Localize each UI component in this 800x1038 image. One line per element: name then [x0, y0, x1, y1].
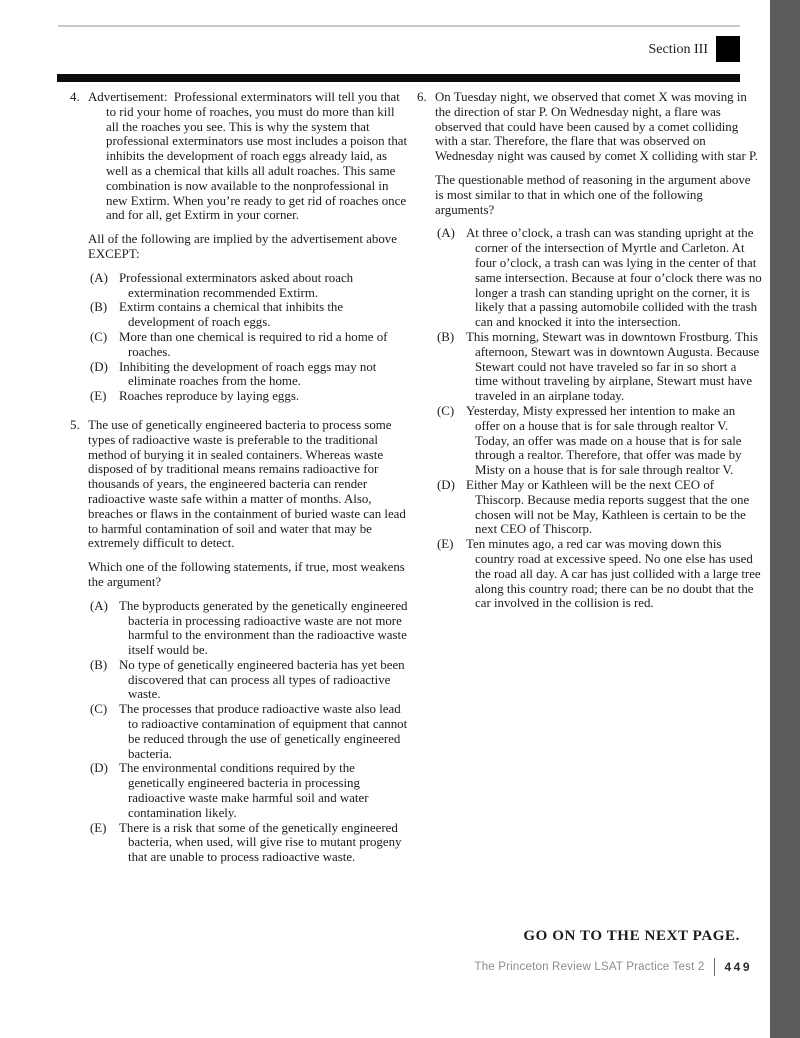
question-5	[70, 418, 408, 865]
choice-label: (C)	[90, 329, 108, 344]
choice-text: Extirm contains a chemical that inhibits the development of roach eggs.	[119, 300, 344, 330]
choice-label: (E)	[437, 537, 454, 552]
answer-choice	[435, 537, 762, 611]
question-stem: Advertisement: Professional exterminators will tell you that to rid your home of roaches, you must do more than kill all the roaches you see. This is why the system that professional exterminators use most includes a poison that inhibits the development of roach eggs already laid, as well as a chemical that kills all adult roaches. This same combination is now available to the nonprofessional in new Extirm. When you’re ready to get rid of roaches once and for all, get Extirm in your corner.	[88, 90, 408, 223]
choice-label: (B)	[90, 300, 108, 315]
choice-label: (C)	[437, 403, 455, 418]
question-number: 5.	[70, 417, 80, 432]
choice-text: No type of genetically engineered bacteria has yet been discovered that can process all types of radioactive waste.	[119, 657, 405, 702]
question-stem: On Tuesday night, we observed that comet X was moving in the direction of star P. On Wednesday night, a flare was observed that could have been caused by a comet colliding with a star. Therefore, the flare that was observed on Wednesday night was caused by comet X colliding with star P.	[435, 90, 758, 164]
choice-text: There is a risk that some of the genetically engineered bacteria, when used, will give rise to mutant progeny that are unable to process radioactive waste.	[119, 820, 402, 865]
choice-label: (A)	[90, 270, 108, 285]
answer-choice	[88, 330, 408, 360]
section-marker-square	[716, 36, 740, 62]
choice-label: (E)	[90, 820, 107, 835]
choice-label: (E)	[90, 389, 107, 404]
answer-choice	[88, 599, 408, 658]
choice-text: More than one chemical is required to rid a home of roaches.	[119, 329, 388, 359]
answer-choice	[88, 389, 408, 404]
answer-choice	[435, 478, 762, 537]
question-prompt: The questionable method of reasoning in the argument above is most similar to that in which one of the following arguments?	[435, 172, 751, 217]
question-prompt: Which one of the following statements, if true, most weakens the argument?	[88, 560, 405, 589]
question-body	[88, 418, 408, 865]
question-prompt: All of the following are implied by the advertisement above EXCEPT:	[88, 232, 397, 261]
choice-text: The environmental conditions required by the genetically engineered bacteria in processing radioactive waste make harmful soil and water contamination likely.	[119, 761, 369, 820]
choice-label: (D)	[90, 359, 108, 374]
page-number: 449	[724, 960, 752, 974]
choice-label: (A)	[90, 598, 108, 613]
question-body	[435, 90, 762, 611]
choice-label: (C)	[90, 702, 108, 717]
answer-choice	[88, 658, 408, 702]
choice-label: (D)	[437, 477, 455, 492]
answer-choice	[88, 271, 408, 301]
column-right	[417, 90, 762, 625]
page-edge-bar	[770, 0, 800, 1038]
choice-text: Ten minutes ago, a red car was moving down this country road at excessive speed. No one else has used the road all day. A car has just collided with a large tree along this country road; there can be no doubt that the car involved in the collision is red.	[466, 537, 761, 611]
footer-brand-text: The Princeton Review LSAT Practice Test 2	[474, 961, 705, 973]
section-label: Section III	[648, 42, 708, 57]
column-left	[70, 90, 408, 879]
choice-text: This morning, Stewart was in downtown Frostburg. This afternoon, Stewart was in downtown Augusta. Because Stewart could not have traveled so far in so short a time without traveling by airplane, Stewart must have traveled in an airplane today.	[466, 329, 760, 404]
header-rule-bar	[57, 74, 740, 82]
choice-text: At three o’clock, a trash can was standing upright at the corner of the intersection of Myrtle and Carleton. At four o’clock, a trash can was lying in the center of that same intersection. Because at four o’clock there was no longer a trash can standing upright on the corner, it is likely that a passing automobile collided with the trash can and knocked it into the intersection.	[466, 226, 762, 330]
choice-text: Yesterday, Misty expressed her intention to make an offer on a house that is for sale through realtor V. Today, an offer was made on a house that is for sale through a realtor. Therefore, that offer was made by Misty on a house that is for sale through realtor V.	[466, 403, 742, 478]
answer-choice	[435, 226, 762, 330]
question-6	[417, 90, 762, 611]
choice-text: Professional exterminators asked about roach extermination recommended Extirm.	[119, 270, 354, 300]
answer-choice	[88, 702, 408, 761]
question-body	[88, 90, 408, 404]
answer-choice	[88, 300, 408, 330]
answer-choice	[88, 821, 408, 865]
answer-choice	[435, 330, 762, 404]
choice-text: Roaches reproduce by laying eggs.	[119, 389, 300, 404]
choice-label: (D)	[90, 761, 108, 776]
choice-text: Inhibiting the development of roach eggs may not eliminate roaches from the home.	[119, 359, 377, 389]
choice-label: (B)	[90, 657, 108, 672]
choice-label: (B)	[437, 329, 455, 344]
question-stem: The use of genetically engineered bacteria to process some types of radioactive waste is preferable to the traditional method of burying it in sealed containers. Whereas waste disposed of by traditional means remains radioactive for thousands of years, the engineered bacteria can render radioactive waste safe within a matter of months. Also, breaches or flaws in the containment of buried waste can lead to harmful contamination of soil and water that may be extremely difficult to detect.	[88, 417, 406, 551]
answer-choice	[435, 404, 762, 478]
choice-text: The byproducts generated by the genetically engineered bacteria in processing radioactive waste are not more harmful to the environment than the radioactive waste itself would be.	[119, 598, 408, 658]
question-number: 4.	[70, 90, 80, 104]
go-on-instruction: GO ON TO THE NEXT PAGE.	[523, 928, 740, 944]
footer-brand-row	[474, 958, 752, 976]
answer-choice	[88, 761, 408, 820]
choice-text: The processes that produce radioactive waste also lead to radioactive contamination of equipment that cannot be reduced through the use of genetically engineered bacteria.	[119, 702, 408, 761]
choice-text: Either May or Kathleen will be the next CEO of Thiscorp. Because media reports suggest that the one chosen will not be May, Kathleen is certain to be the next CEO of Thiscorp.	[466, 477, 750, 537]
question-number: 6.	[417, 90, 427, 104]
top-hairline-rule	[58, 25, 740, 27]
answer-choice	[88, 360, 408, 390]
question-4	[70, 90, 408, 404]
footer-divider	[714, 958, 715, 976]
choice-label: (A)	[437, 226, 455, 241]
